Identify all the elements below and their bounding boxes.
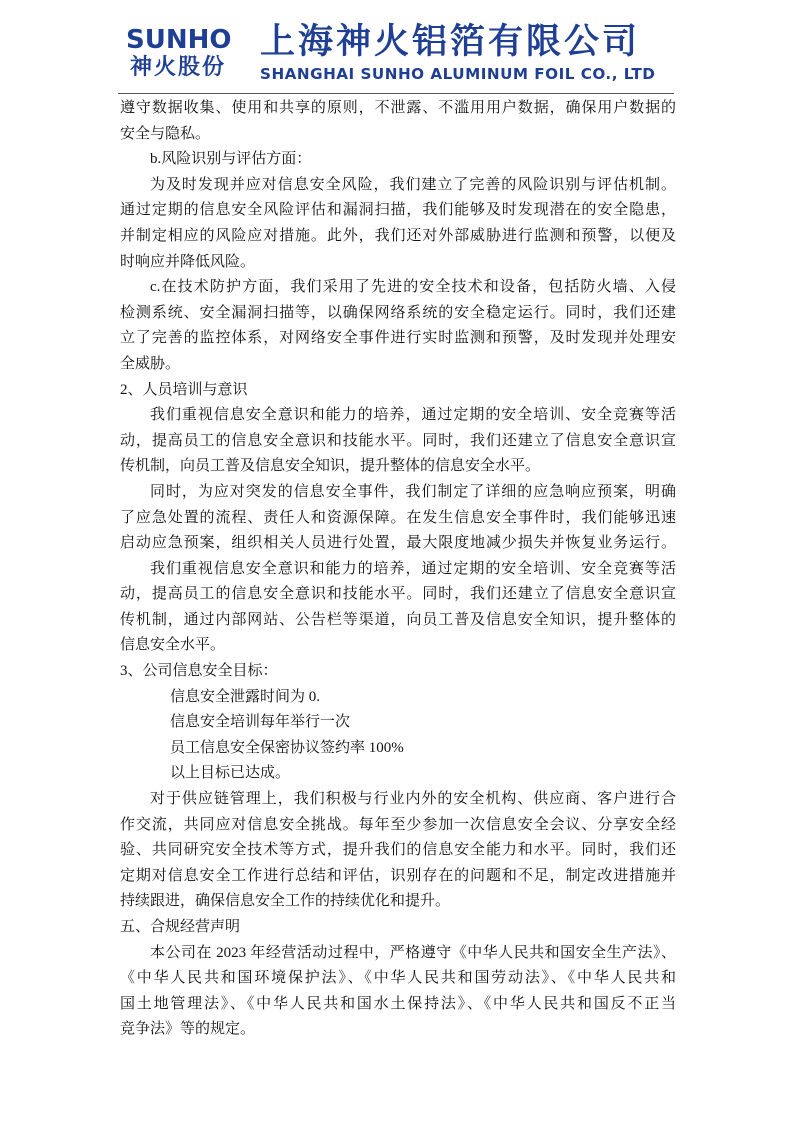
text-line: 定期对信息安全工作进行总结和评估，识别存在的问题和不足，制定改进措施并	[120, 867, 676, 884]
text-line: 动，提高员工的信息安全意识和技能水平。同时，我们还建立了信息安全意识宣	[120, 432, 676, 449]
goal-item: 员工信息安全保密协议签约率 100%	[170, 739, 404, 756]
text-line: 验、共同研究安全技术等方式，提升我们的信息安全能力和水平。同时，我们还	[120, 842, 676, 859]
body-text	[120, 96, 676, 1043]
goal-item: 信息安全泄露时间为 0.	[170, 688, 321, 705]
section-heading: 3、公司信息安全目标：	[120, 663, 278, 680]
text-line: 竞争法》等的规定。	[120, 1021, 256, 1038]
text-line: 国土地管理法》、《中华人民共和国水土保持法》、《中华人民共和国反不正当	[120, 995, 676, 1012]
sunho-logo-chinese: 神火股份	[130, 55, 227, 80]
text-line: 传机制，通过内部网站、公告栏等渠道，向员工普及信息安全知识，提升整体的	[120, 611, 676, 628]
text-line: 了应急处置的流程、责任人和资源保障。在发生信息安全事件时，我们能够迅速	[120, 509, 676, 526]
text-line: 本公司在 2023 年经营活动过程中，严格遵守《中华人民共和国安全生产法》、	[150, 944, 676, 961]
header-divider	[118, 93, 674, 94]
text-line: 全威胁。	[120, 355, 181, 372]
text-line: 我们重视信息安全意识和能力的培养，通过定期的安全培训、安全竞赛等活	[150, 560, 676, 577]
goal-item: 以上目标已达成。	[170, 765, 291, 782]
text-line: 安全与隐私。	[120, 125, 211, 142]
text-line: 传机制，向员工普及信息安全知识，提升整体的信息安全水平。	[120, 458, 541, 475]
section-heading: 五、合规经营声明	[120, 919, 241, 935]
sunho-logo-text: SUNHO	[126, 25, 232, 55]
text-line: 立了完善的监控体系，对网络安全事件进行实时监测和预警，及时发现并处理安	[120, 330, 676, 347]
text-line: 检测系统、安全漏洞扫描等，以确保网络系统的安全稳定运行。同时，我们还建	[120, 304, 676, 321]
text-line: 信息安全水平。	[120, 637, 226, 654]
text-line: 通过定期的信息安全风险评估和漏洞扫描，我们能够及时发现潜在的安全隐患，	[120, 202, 676, 219]
text-line: 我们重视信息安全意识和能力的培养，通过定期的安全培训、安全竞赛等活	[150, 407, 676, 424]
letterhead	[118, 20, 674, 98]
text-line: 持续跟进，确保信息安全工作的持续优化和提升。	[120, 893, 451, 910]
company-name-english: SHANGHAI SUNHO ALUMINUM FOIL CO., LTD	[260, 65, 656, 83]
section-heading: 2、人员培训与意识	[120, 381, 248, 398]
text-line: 启动应急预案，组织相关人员进行处置，最大限度地减少损失并恢复业务运行。	[120, 535, 676, 552]
text-line: 动，提高员工的信息安全意识和技能水平。同时，我们还建立了信息安全意识宣	[120, 586, 676, 603]
text-line: 对于供应链管理上，我们积极与行业内外的安全机构、供应商、客户进行合	[150, 791, 676, 808]
text-line: c.在技术防护方面，我们采用了先进的安全技术和设备，包括防火墙、入侵	[150, 279, 676, 296]
text-line: 同时，为应对突发的信息安全事件，我们制定了详细的应急响应预案，明确	[150, 483, 676, 500]
text-line: 作交流，共同应对信息安全挑战。每年至少参加一次信息安全会议、分享安全经	[120, 816, 676, 833]
text-line: b.风险识别与评估方面：	[150, 151, 312, 168]
text-line: 遵守数据收集、使用和共享的原则，不泄露、不滥用用户数据，确保用户数据的	[120, 100, 676, 116]
text-line: 《中华人民共和国环境保护法》、《中华人民共和国劳动法》、《中华人民共和	[120, 970, 676, 987]
text-line: 时响应并降低风险。	[120, 253, 256, 270]
goal-item: 信息安全培训每年举行一次	[170, 714, 351, 731]
text-line: 为及时发现并应对信息安全风险，我们建立了完善的风险识别与评估机制。	[150, 176, 676, 193]
text-line: 并制定相应的风险应对措施。此外，我们还对外部威胁进行监测和预警，以便及	[120, 227, 676, 244]
company-name-chinese: 上海神火铝箔有限公司	[260, 22, 641, 62]
